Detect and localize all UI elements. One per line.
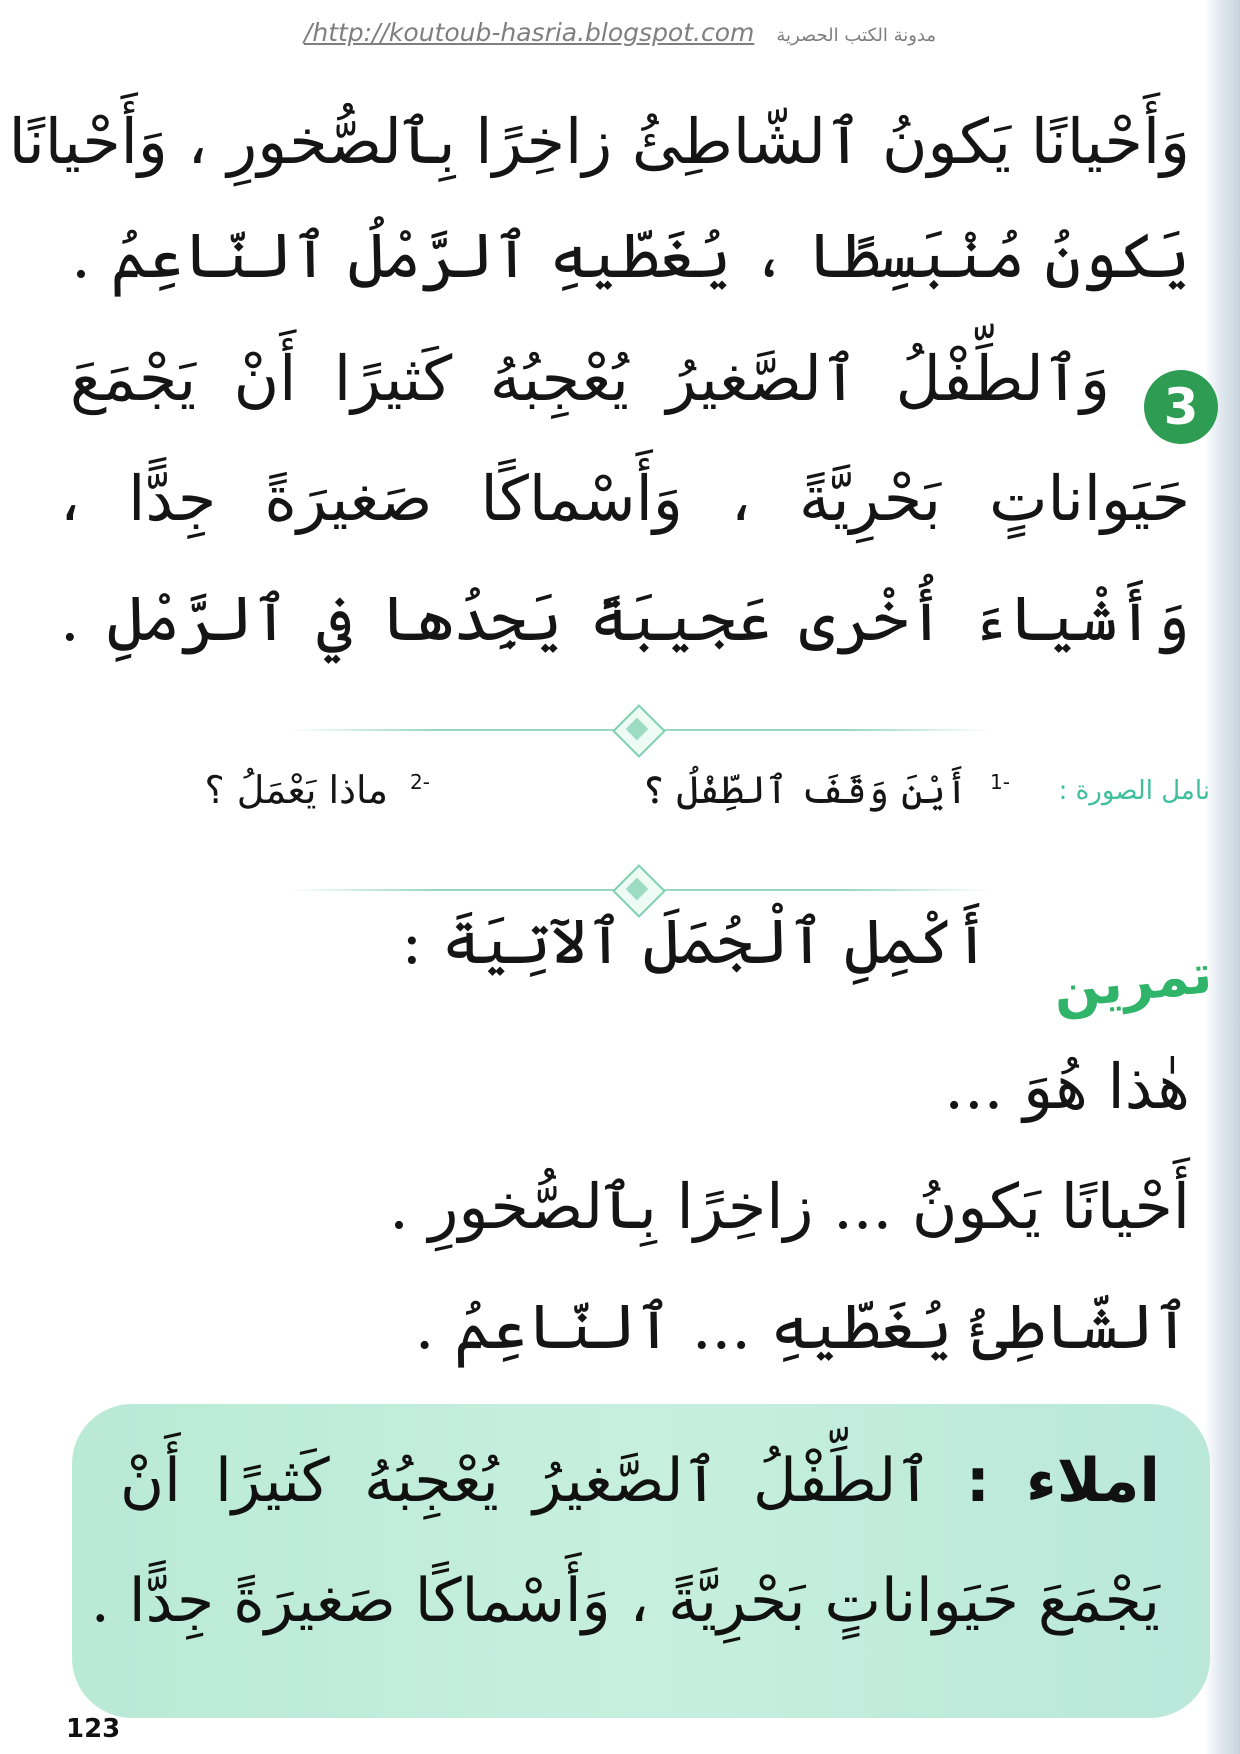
reading-line-2: يَكونُ مُنْبَسِطًا ، يُغَطّيهِ ٱلرَّمْلُ ٱلنّاعِمُ . [71,219,1190,292]
ornament-divider-top [290,710,990,750]
reading-line-4: حَيَواناتٍ بَحْرِيَّةً ، وَأَسْماكًا صَغيرَةً جِدًّا ، [60,462,1190,535]
exercise-line-2: أَحْيانًا يَكونُ ... زاخِرًا بِٱلصُّخورِ . [389,1170,1190,1243]
question-1 [642,768,1010,812]
dictation-line-1 [120,1446,1160,1516]
blog-header [280,18,960,47]
question-2 [205,768,430,812]
question-2-text: ماذا يَعْمَلُ ؟ [204,768,388,812]
question-1-text: أَيْنَ وَقَفَ ٱلطِّفْلُ ؟ [642,768,968,812]
dictation-text-1: ٱلطِّفْلُ ٱلصَّغيرُ يُعْجِبُهُ كَثيرًا أَنْ [120,1446,932,1516]
exercise-line-1: هٰذا هُوَ ... [944,1050,1190,1123]
reading-line-3: وَٱلطِّفْلُ ٱلصَّغيرُ يُعْجِبُهُ كَثيرًا أَنْ يَجْمَعَ [70,342,1110,415]
dictation-label: املاء : [965,1446,1161,1516]
dictation-line-2: يَجْمَعَ حَيَواناتٍ بَحْرِيَّةً ، وَأَسْماكًا صَغيرَةً جِدًّا . [90,1566,1160,1636]
questions-label: نامل الصورة : [1058,776,1210,806]
exercise-line-3: ٱلشّاطِئُ يُغَطّيهِ ... ٱلنّاعِمُ . [414,1290,1190,1363]
page-number: 123 [66,1714,121,1744]
blog-url[interactable]: /http://koutoub-hasria.blogspot.com [303,18,755,47]
question-2-number: -2 [410,770,430,795]
ornament-divider-bottom [290,870,990,910]
paragraph-number-badge: 3 [1144,370,1218,444]
questions-row [40,768,1210,828]
reading-line-5: وَأَشْياءَ أُخْرى عَجيبَةً يَجِدُها في ٱلرَّمْلِ . [60,582,1190,655]
exercise-label: تمرين [1050,941,1215,1022]
blog-name: مدونة الكتب الحصرية [776,25,937,46]
question-1-number: -1 [990,770,1010,795]
dictation-box [72,1404,1210,1718]
reading-line-1: وَأَحْيانًا يَكونُ ٱلشّاطِئُ زاخِرًا بِٱلصُّخورِ ، وَأَحْيانًا [8,105,1190,178]
exercise-instruction: أَكْمِلِ ٱلْجُمَلَ ٱلآتِيَةَ : [401,905,990,978]
